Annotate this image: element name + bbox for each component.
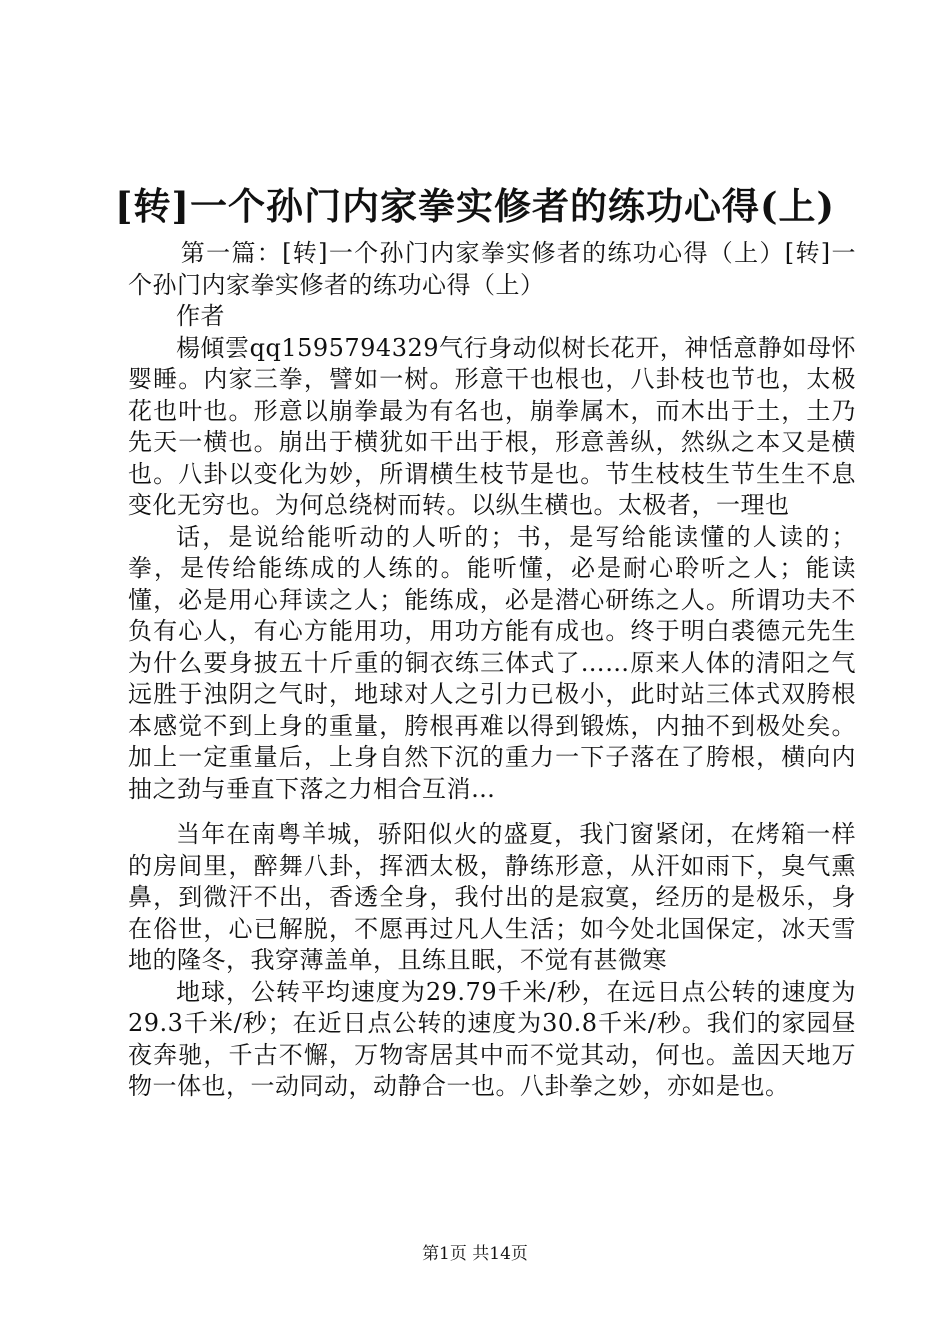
document-title: [转]一个孙门内家拳实修者的练功心得(上) xyxy=(114,184,836,228)
document-body xyxy=(128,238,856,1103)
paragraph-body: 话，是说给能听动的人听的；书，是写给能读懂的人读的；拳，是传给能练成的人练的。能听懂，必是耐心聆听之人；能读懂，必是用心拜读之人；能练成，必是潜心研练之人。所谓功夫不负有心人，有心方能用功，用功方能有成也。终于明白裘德元先生为什么要身披五十斤重的铜衣练三体式了……原来人体的清阳之气远胜于浊阴之气时，地球对人之引力已极小，此时站三体式双胯根本感觉不到上身的重量，胯根再难以得到锻炼，内抽不到极处矣。加上一定重量后，上身自然下沉的重力一下子落在了胯根，横向内抽之劲与垂直下落之力相合互消… xyxy=(128,522,856,803)
page-number-footer: 第1页 共14页 xyxy=(422,1244,528,1264)
paragraph-chapter-heading: 第一篇：[转]一个孙门内家拳实修者的练功心得（上）[转]一个孙门内家拳实修者的练功心得（上） xyxy=(128,239,856,299)
paragraph-author-label: 作者 xyxy=(176,302,225,330)
paragraph-body: 地球，公转平均速度为29.79千米/秒，在远日点公转的速度为29.3千米/秒；在近日点公转的速度为30.8千米/秒。我们的家园昼夜奔驰，千古不懈，万物寄居其中而不觉其动，何也。盖因天地万物一体也，一动同动，动静合一也。八卦拳之妙，亦如是也。 xyxy=(128,977,856,1100)
paragraph-body: 楊傾雲qq1595794329气行身动似树长花开，神恬意静如母怀婴睡。内家三拳，譬如一树。形意干也根也，八卦枝也节也，太极花也叶也。形意以崩拳最为有名也，崩拳属木，而木出于土，土乃先天一横也。崩出于横犹如干出于根，形意善纵，然纵之本又是横也。八卦以变化为妙，所谓横生枝节是也。节生枝枝生节生生不息变化无穷也。为何总绕树而转。以纵生横也。太极者，一理也 xyxy=(128,333,856,519)
paragraph-body: 当年在南粤羊城，骄阳似火的盛夏，我门窗紧闭，在烤箱一样的房间里，醉舞八卦，挥洒太极，静练形意，从汗如雨下，臭气熏鼻，到微汗不出，香透全身，我付出的是寂寞，经历的是极乐，身在俗世，心已解脱，不愿再过凡人生活；如今处北国保定，冰天雪地的隆冬，我穿薄盖单，且练且眠，不觉有甚微寒 xyxy=(128,820,856,974)
